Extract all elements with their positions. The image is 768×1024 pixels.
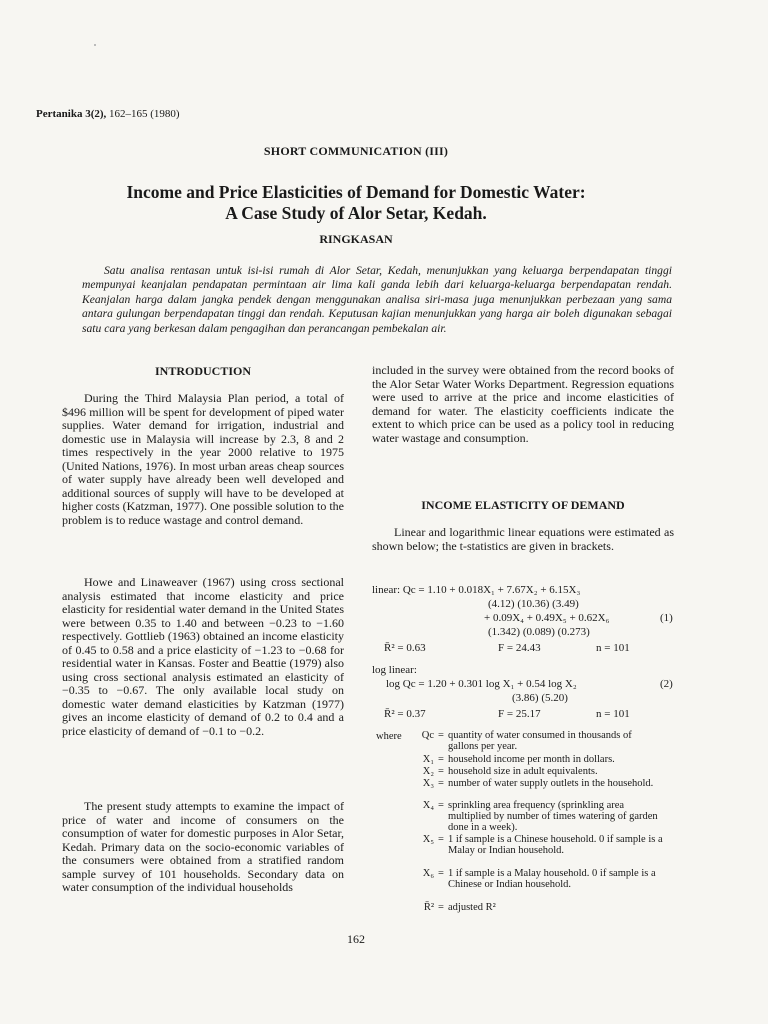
journal-pages: 162–165 (1980) bbox=[109, 108, 180, 120]
definition-row bbox=[406, 730, 664, 752]
definition-row bbox=[406, 766, 664, 777]
eq2-number: (2) bbox=[660, 678, 673, 690]
eq1-r2: R̄² = 0.63 bbox=[384, 642, 426, 654]
eq1-tstats-1: (4.12) (10.36) (3.49) bbox=[488, 598, 579, 610]
definition-symbol: X₆ bbox=[422, 868, 434, 879]
definition-symbol: X₁ bbox=[422, 754, 434, 765]
definition-row bbox=[406, 834, 664, 856]
journal-name: Pertanika 3(2), bbox=[36, 108, 107, 120]
eq2-r2: R̄² = 0.37 bbox=[384, 708, 426, 720]
definition-text: sprinkling area frequency (sprinkling area multiplied by number of times watering of garden done in a week). bbox=[448, 800, 658, 833]
where-label: where bbox=[376, 731, 402, 742]
title-line-1: Income and Price Elasticities of Demand for Domestic Water: bbox=[126, 182, 586, 202]
definition-symbol: X₂ bbox=[422, 766, 434, 777]
income-elasticity-heading: INCOME ELASTICITY OF DEMAND bbox=[421, 498, 625, 512]
definition-row bbox=[406, 868, 664, 890]
definition-text: household size in adult equivalents. bbox=[448, 766, 598, 777]
eq1-n: n = 101 bbox=[596, 642, 630, 654]
definition-text: household income per month in dollars. bbox=[448, 754, 615, 765]
eq2-label: log linear: bbox=[372, 664, 417, 676]
definition-text: quantity of water consumed in thousands of gallons per year. bbox=[448, 730, 632, 752]
title-line-2: A Case Study of Alor Setar, Kedah. bbox=[225, 203, 487, 223]
definition-equals: = bbox=[438, 834, 444, 845]
definition-equals: = bbox=[438, 754, 444, 765]
page-number: 162 bbox=[347, 932, 365, 946]
eq2-line-1: log Qc = 1.20 + 0.301 log X₁ + 0.54 log X₂ bbox=[386, 678, 577, 690]
eq2-n: n = 101 bbox=[596, 708, 630, 720]
eq1-line-2: + 0.09X₄ + 0.49X₅ + 0.62X₆ bbox=[484, 612, 610, 624]
paper-title bbox=[0, 182, 712, 224]
definition-symbol: X₃ bbox=[422, 778, 434, 789]
definition-symbol: R̄² bbox=[423, 902, 434, 913]
scan-speck bbox=[94, 44, 96, 46]
equation-2 bbox=[372, 664, 674, 734]
eq1-tstats-2: (1.342) (0.089) (0.273) bbox=[488, 626, 590, 638]
intro-paragraph-3: The present study attempts to examine the impact of price of water and income of consumers on the consumption of water for domestic purposes in Alor Setar, Kedah. Primary data on the socio-economic variables of the consumers were obtained from a stratified random sample survey of 101 households. Secondary data on water consumption of the individual households bbox=[62, 799, 344, 894]
definition-symbol: X₅ bbox=[422, 834, 434, 845]
definition-symbol: X₄ bbox=[422, 800, 434, 811]
right-paragraph-2: Linear and logarithmic linear equations were estimated as shown below; the t-statistics are given in brackets. bbox=[372, 525, 674, 553]
journal-citation bbox=[36, 108, 180, 120]
eq1-f: F = 24.43 bbox=[498, 642, 541, 654]
definition-equals: = bbox=[438, 778, 444, 789]
definition-text: number of water supply outlets in the household. bbox=[448, 778, 654, 789]
introduction-heading: INTRODUCTION bbox=[154, 364, 251, 378]
definition-equals: = bbox=[438, 868, 444, 879]
definition-equals: = bbox=[438, 730, 444, 741]
definition-row bbox=[406, 800, 664, 833]
intro-paragraph-1: During the Third Malaysia Plan period, a total of $496 million will be spent for development of piped water supplies. Water demand for irrigation, industrial and domestic use in Malaysia will increase by 2.3, 8 and 2 times respectively in the year 2000 relative to 1975 (United Nations, 1976). In most urban areas cheap sources of water supply have already been well developed and additional sources of supply will have to be developed at higher costs (Katzman, 1977). One possible solution to the problem is to reduce wastage and control demand. bbox=[62, 391, 344, 527]
definition-text: 1 if sample is a Malay household. 0 if sample is a Chinese or Indian household. bbox=[448, 868, 656, 890]
section-label: SHORT COMMUNICATION (III) bbox=[263, 144, 449, 158]
eq1-line-1: linear: Qc = 1.10 + 0.018X₁ + 7.67X₂ + 6.15X₃ bbox=[372, 584, 581, 596]
definition-symbol: Qc bbox=[421, 730, 434, 741]
intro-paragraph-2: Howe and Linaweaver (1967) using cross sectional analysis estimated that income elasticity and price elasticity for residential water demand in the United States were between 0.35 to 1.40 and between −0.23 to −1.60 respectively. Gottlieb (1963) obtained an income elasticity of 0.45 to 0.58 and a price elasticity of −1.23 to −0.68 for residential water in Kansas. Foster and Beattie (1979) also using cross sectional analysis estimated an elasticity of −0.35 to −0.67. The only available local study on domestic water demand elasticities by Katzman (1977) gives an income elasticity of demand of 0.2 to 0.4 and a price elasticity of demand of −0.1 to −0.2. bbox=[62, 575, 344, 738]
definition-row bbox=[406, 902, 664, 913]
definition-row bbox=[406, 754, 664, 765]
definition-row bbox=[406, 778, 664, 789]
variable-definitions bbox=[372, 730, 674, 920]
eq1-number: (1) bbox=[660, 612, 673, 624]
definition-equals: = bbox=[438, 902, 444, 913]
abstract bbox=[82, 264, 672, 336]
definition-text: adjusted R² bbox=[448, 902, 496, 913]
definition-equals: = bbox=[438, 766, 444, 777]
eq2-f: F = 25.17 bbox=[498, 708, 541, 720]
right-paragraph-1: included in the survey were obtained from the record books of the Alor Setar Water Works Department. Regression equations were used to arrive at the price and income elasticities of demand for water. The elasticity coefficients indicate the extent to which price can be used as a policy tool in reducing water wastage and consumption. bbox=[372, 363, 674, 445]
abstract-text: Satu analisa rentasan untuk isi-isi rumah di Alor Setar, Kedah, menunjukkan yang keluarga berpendapatan tinggi mempunyai keanjalan pendapatan permintaan air lima kali ganda lebih dari keluarga-keluarga berpendapatan rendah. Keanjalan harga dalam jangka pendek dengan menggunakan analisa siri-masa juga menunjukkan perbezaan yang sama antara gulungan berpendapatan tinggi dan rendah. Keputusan kajian menunjukkan yang harga air boleh digunakan sebagai satu cara yang berkesan dalam pengagihan dan perancangan pembekalan air. bbox=[82, 264, 672, 335]
definition-equals: = bbox=[438, 800, 444, 811]
eq2-tstats: (3.86) (5.20) bbox=[512, 692, 568, 704]
definition-text: 1 if sample is a Chinese household. 0 if sample is a Malay or Indian household. bbox=[448, 834, 663, 856]
ringkasan-heading: RINGKASAN bbox=[319, 232, 393, 246]
